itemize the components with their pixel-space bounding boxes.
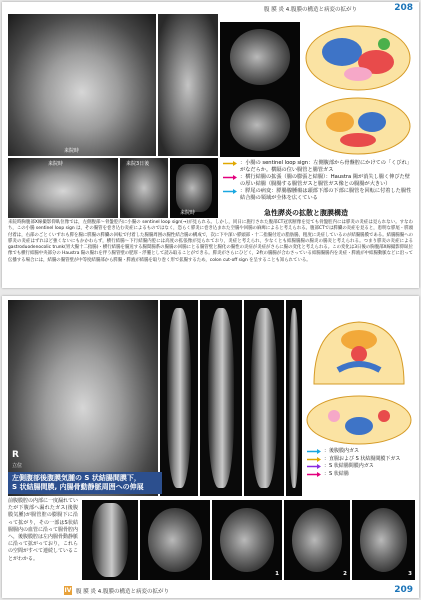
legend-text: ：膵尾の病変：膵腸腺腫瘍は頭部下部の下部に腸管を回転に付着した腸性結合腸の領域が全体を広くている xyxy=(240,188,412,201)
ct-axial-1 xyxy=(140,500,210,580)
ct-coronal-1 xyxy=(82,500,138,580)
legend-text: ：直腸および S 状結腸間膜下ガス xyxy=(324,455,401,462)
arrow-icon xyxy=(307,457,321,462)
body-paragraph: 来院時胸腹部X線撮影仰臥位像では，左側腹部～骨盤腔内に小腸の sentinel loop sign(→)が見られる。しかし，同日に施行された腹部CT冠状断像を見ても骨盤腔内には膵炎の炎症は見られない。すなわち，この小腸 sentinel loop sign は，その腸管を巻き込む炎症によるものではなく，恐らく膵炎に巻き込まれた空腸や回腸の麻痺によると考えられる。腹部CTでは膵臓の炎症を見ると，患明な膵尾・膵頭付着は，右部のごとくいずれも膵を腸に膵腸の膵臓の回転で付着した腸腸周囲の腸性結合腸の構成で，次に下や深い膵頭部・十二指腸付近の脂肪腸，粗度に炎症しているのが結腸腸膜である。結腸腸腸への膵炎の炎症はずれほど強くないにもかかわらず，横行結腸～下行結腸内腔には高度の拡張像が見られており，炎症と考えられ，少なくとも結腸腸腸の腸炎の腸炎と考えられる。つまり膵炎の炎症による gastroduodenocolic trunk(胃大腸十二指腸)・横行結腸を腸送する腸間腸系の腸腸の回腸にとる腸管壁と腸化の腸性の炎症が炎症がさらに腸の変化と考えられる。この変化は3日後の胸腹部X線撮影仰臥位像でも横行結腸中央部分の Haustra 陽の腸れを伴う腸管壁の肥厚・浮腫として読み取ることができる。膵炎がさらにひどく，2枚の腸腸が合わさっている結腸腸腸内を炎症・膵液が中結腸動脈などに沿って伝播する場合には，結腸の腸管壁が中等度結腸部から膵腸・膵液が結腸を取り巻く形で拡腸するため，colon cut-off sign を呈することも知られている。 xyxy=(8,220,413,263)
figure-legend xyxy=(306,448,415,478)
position-label: 立位 xyxy=(12,463,23,469)
anatomy-diagram-lower xyxy=(302,94,415,156)
image-number-label: 2 xyxy=(343,571,347,577)
ct-axial-4 xyxy=(352,500,415,580)
arrow-icon xyxy=(307,464,321,469)
ct-sagittal-2 xyxy=(200,300,242,496)
image-number-label: 1 xyxy=(275,571,279,577)
anatomy-diagram-coronal xyxy=(304,314,415,392)
legend-text: ：後腹膜内ガス xyxy=(324,448,360,454)
ct-sagittal-4 xyxy=(286,300,302,496)
ct-axial-image-upper xyxy=(220,22,300,92)
legend-text: ：横行結腸の拡張（腸の膨張と結腸）：Haustra 陽が消失し腸く伸びた壁の厚い結腸（腸腸する腸管ガスと腸管ガス像との腸腸が大きい） xyxy=(240,174,410,187)
image-number-label: 3 xyxy=(408,571,412,577)
arrow-icon xyxy=(307,472,321,477)
chapter-section-title: 腹 膜 炎 4.腹膜の構造と病変の拡がり xyxy=(76,589,169,595)
arrow-icon xyxy=(223,189,237,194)
anatomy-diagram-upper xyxy=(302,22,415,92)
ct-axial-2 xyxy=(212,500,282,580)
ct-coronal-image xyxy=(170,158,218,218)
legend-item xyxy=(222,160,415,174)
section-title: 急性膵炎の拡散と腹膜構造 xyxy=(264,209,348,217)
arrow-icon xyxy=(223,175,237,180)
xray-caption: 来院時 xyxy=(48,161,64,167)
legend-text: ：小腸の sentinel loop sign：左側腹部から骨盤腔にかけての「くびれ」がなだらか。横隔の位い腸管と腸管ガス xyxy=(240,160,412,173)
ct-sagittal-1 xyxy=(160,300,198,496)
anatomy-diagram-axial xyxy=(304,394,415,446)
chapter-section-title: 腹 膜 炎 4.腹膜の構造と病変の拡がり xyxy=(264,7,357,13)
xray-caption: 来院3日後 xyxy=(126,161,150,167)
legend-item xyxy=(306,456,415,464)
page-208 xyxy=(2,2,419,288)
figure-legend xyxy=(222,160,415,202)
legend-item xyxy=(306,471,415,479)
page-number: 208 xyxy=(394,3,413,13)
ct-axial-image-lower xyxy=(220,92,300,157)
xray-lower-left xyxy=(8,158,118,218)
legend-text: ：S 状結腸間膜内ガス xyxy=(324,463,374,469)
chapter-tab: IV xyxy=(64,587,72,594)
legend-item xyxy=(222,174,415,188)
arrow-icon xyxy=(307,449,321,454)
legend-item xyxy=(306,448,415,456)
abdominal-xray-3days xyxy=(158,14,218,156)
case-title-banner xyxy=(8,472,162,494)
body-paragraph: 前腹膜腔の内部に一度漏れていたが下腹部へ漏れたガス(後腹膜気腫)が腸管腔の膨腸下に沿って拡がり，その一部はS状結腸腸内の血管に沿って腸骨腔内へ，後腹膜腔は左内腸骨動静脈に沿って拡がっており，これらの空間がすべて連続していることがわかる。 xyxy=(8,498,79,562)
ct-axial-3 xyxy=(284,500,350,580)
abdominal-xray xyxy=(8,14,156,156)
orientation-marker: R xyxy=(12,450,19,460)
page-209 xyxy=(2,296,419,598)
banner-line: 左側腹部後腹膜気腫の S 状結腸間膜下， xyxy=(12,474,141,482)
standing-xray xyxy=(8,300,158,496)
ct-sagittal-3 xyxy=(244,300,284,496)
page-number: 209 xyxy=(394,585,413,595)
banner-line: S 状結腸間膜, 内腸骨動静脈周囲への伸展 xyxy=(12,483,144,491)
xray-lower-middle xyxy=(120,158,168,218)
arrow-icon xyxy=(223,161,237,166)
legend-text: ：S 状結腸 xyxy=(324,470,349,477)
xray-caption: 来院時 xyxy=(64,148,80,154)
legend-item xyxy=(306,463,415,471)
page-footer xyxy=(2,583,419,598)
xray-caption: 来院時 xyxy=(180,210,196,216)
legend-item xyxy=(222,188,415,202)
